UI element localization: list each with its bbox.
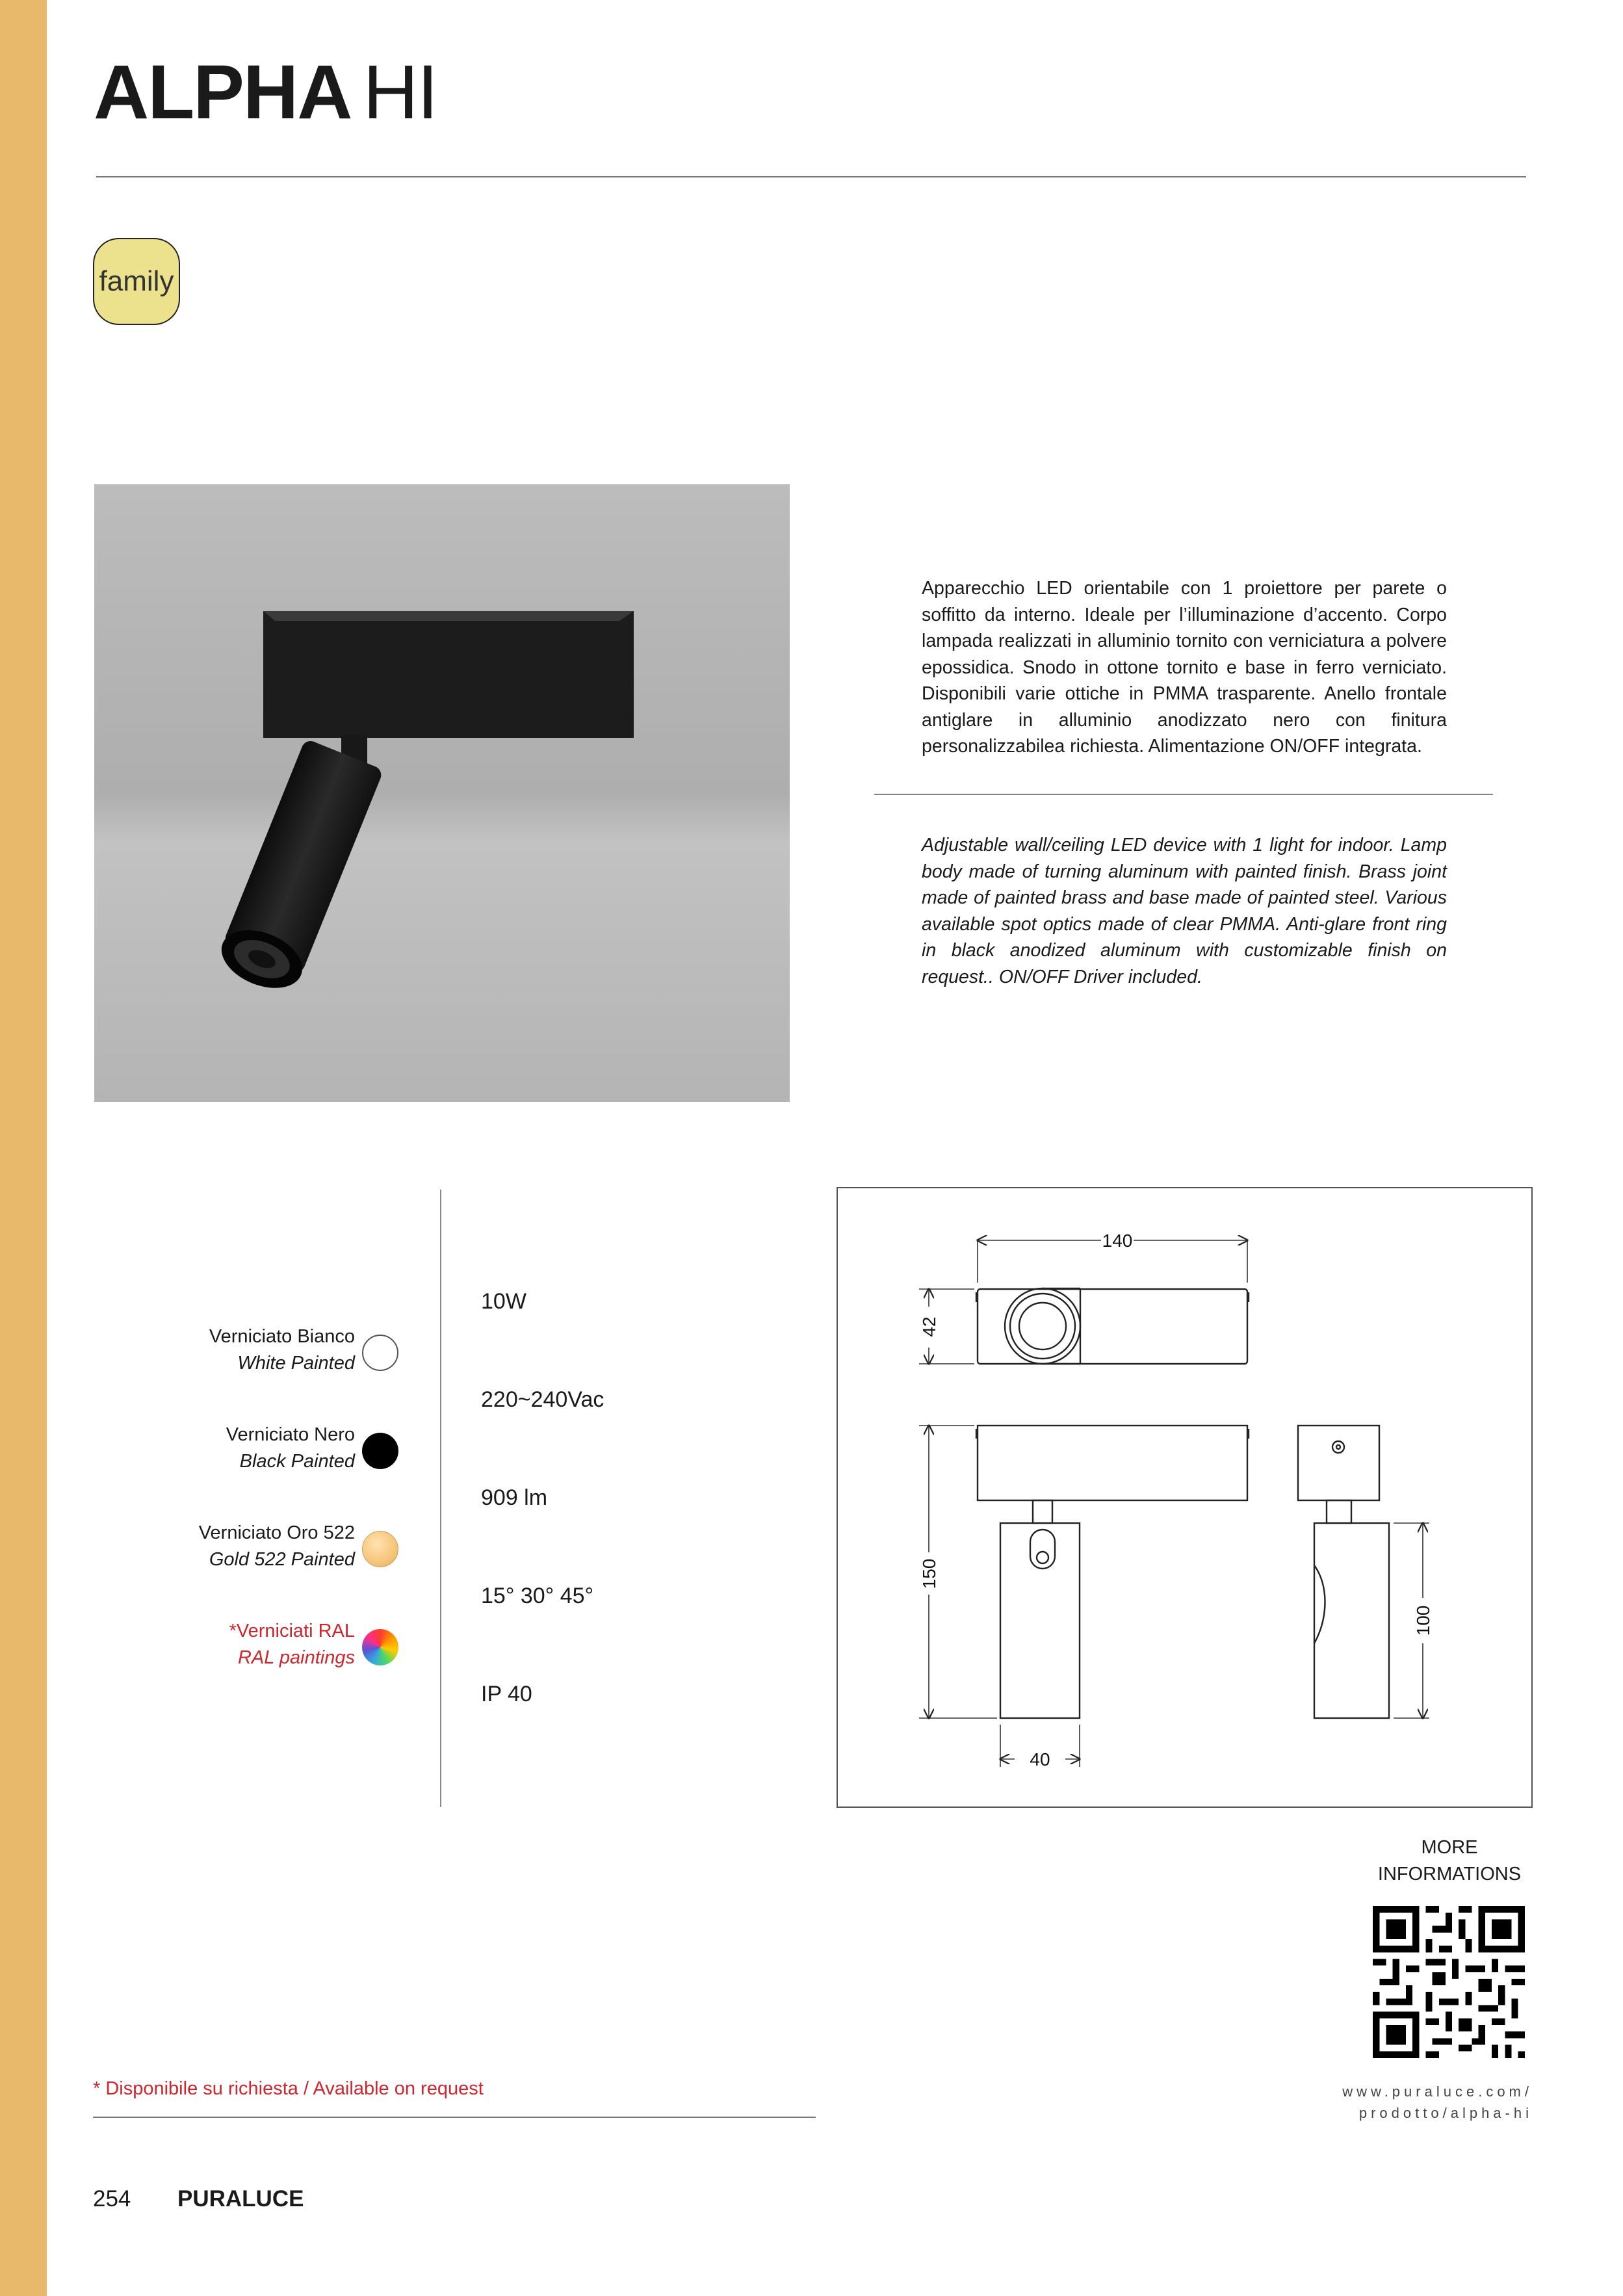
technical-drawing bbox=[837, 1187, 1533, 1808]
spec-power: 10W bbox=[481, 1289, 526, 1314]
finish-black bbox=[226, 1422, 355, 1475]
finish-white-it: Verniciato Bianco bbox=[209, 1326, 355, 1347]
more-info-line2: INFORMATIONS bbox=[1377, 1864, 1522, 1885]
brand-name: PURALUCE bbox=[177, 2186, 304, 2211]
spec-voltage: 220~240Vac bbox=[481, 1387, 604, 1412]
finish-ral bbox=[229, 1618, 355, 1671]
dim-total-height-label: 150 bbox=[919, 1558, 939, 1589]
drawing-svg bbox=[838, 1188, 1534, 1809]
more-informations bbox=[1352, 1834, 1547, 1888]
product-title bbox=[94, 47, 437, 138]
finish-gold bbox=[199, 1520, 355, 1573]
finish-white-en: White Painted bbox=[237, 1353, 355, 1374]
footnote-divider bbox=[93, 2117, 816, 2118]
product-url-line1[interactable]: www.puraluce.com/ bbox=[1342, 2083, 1533, 2100]
family-badge: family bbox=[93, 238, 180, 325]
title-divider bbox=[96, 176, 1526, 177]
white-swatch bbox=[362, 1335, 398, 1371]
product-name-bold: ALPHA bbox=[94, 49, 352, 135]
finish-ral-en: RAL paintings bbox=[237, 1647, 355, 1668]
dim-body-height-label: 100 bbox=[1413, 1605, 1433, 1636]
black-swatch bbox=[362, 1433, 398, 1469]
product-url-line2[interactable]: prodotto/alpha-hi bbox=[1358, 2105, 1533, 2121]
description-italian: Apparecchio LED orientabile con 1 proiettore per parete o soffitto da interno. Ideale per l’illuminazione d’accento. Corpo lampada realizzati in alluminio tornito con verniciatura a polvere epossidica. Snodo in ottone tornito e base in ferro verniciato. Disponibili varie ottiche in PMMA trasparente. Anello frontale antiglare in alluminio anodizzato nero con finitura personalizzabilea richiesta. Alimentazione ON/OFF integrata. bbox=[922, 578, 1447, 757]
specs-divider bbox=[440, 1190, 441, 1807]
more-info-line1: MORE bbox=[1421, 1837, 1478, 1858]
finish-black-it: Verniciato Nero bbox=[226, 1424, 355, 1445]
dim-width-label: 140 bbox=[1102, 1231, 1133, 1251]
product-photo bbox=[94, 484, 790, 1102]
description-divider bbox=[874, 794, 1493, 795]
dim-base-height-label: 42 bbox=[919, 1316, 939, 1337]
ral-swatch bbox=[362, 1629, 398, 1665]
availability-footnote: * Disponibile su richiesta / Available on request bbox=[93, 2078, 484, 2099]
description-english: Adjustable wall/ceiling LED device with 1 light for indoor. Lamp body made of turning aluminum with painted finish. Brass joint made of painted brass and base made of painted steel. Various available spot optics made of clear PMMA. Anti-glare front ring in black anodized aluminum with customizable finish on request.. ON/OFF Driver included. bbox=[922, 835, 1447, 987]
gold-swatch bbox=[362, 1531, 398, 1567]
page-number: 254 bbox=[93, 2186, 131, 2211]
spec-lumens: 909 lm bbox=[481, 1485, 548, 1510]
dim-diameter-label: 40 bbox=[1030, 1749, 1050, 1769]
finish-black-en: Black Painted bbox=[239, 1451, 355, 1472]
product-name-light: HI bbox=[363, 49, 437, 135]
qr-code[interactable] bbox=[1366, 1899, 1531, 2065]
finish-gold-en: Gold 522 Painted bbox=[209, 1549, 355, 1570]
finish-ral-it: *Verniciati RAL bbox=[229, 1621, 355, 1641]
finish-gold-it: Verniciato Oro 522 bbox=[198, 1522, 355, 1543]
spec-ip: IP 40 bbox=[481, 1682, 532, 1706]
finish-white bbox=[209, 1324, 355, 1377]
spec-beam-angles: 15° 30° 45° bbox=[481, 1584, 594, 1608]
side-color-bar bbox=[0, 0, 47, 2296]
